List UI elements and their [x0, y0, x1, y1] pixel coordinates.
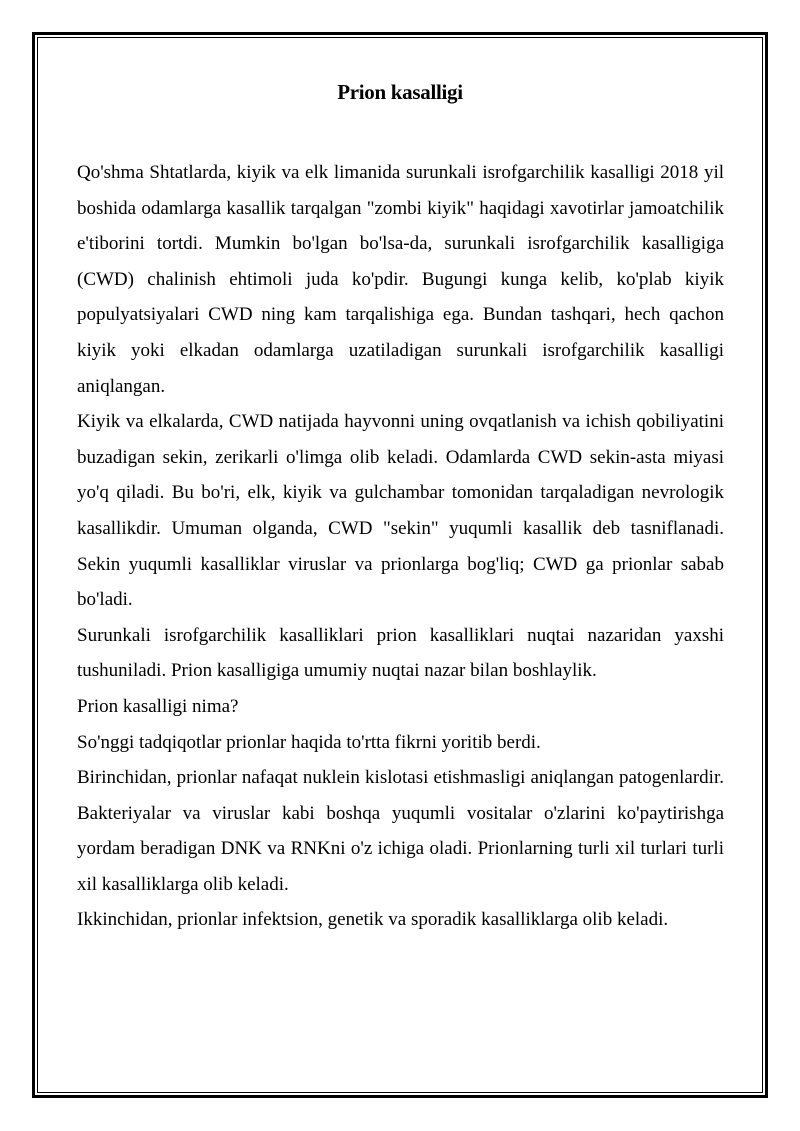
paragraph-question: Prion kasalligi nima? [77, 695, 239, 717]
paragraph-intro: Qo'shma Shtatlarda, kiyik va elk limanida surunkali isrofgarchilik kasalligi 2018 yil boshida odamlarga kasallik tarqalgan "zombi kiyik" haqidagi xavotirlar jamoatchilik e'tiborini tortdi. Mumkin bo'lgan bo'lsa-da, surunkali isrofgarchilik kasalligiga (CWD) chalinish ehtimoli juda ko'pdir. Bugungi kunga kelib, ko'plab kiyik populyatsiyalari CWD ning kam tarqalishiga ega. Bundan tashqari, hech qachon kiyik yoki elkadan odamlarga uzatiladigan surunkali isrofgarchilik kasalligi aniqlangan. [77, 162, 724, 397]
document-title: Prion kasalligi [337, 80, 463, 104]
document-body [77, 155, 724, 938]
paragraph-first-point: Birinchidan, prionlar nafaqat nuklein kislotasi etishmasligi aniqlangan patogenlardir. Bakteriyalar va viruslar kabi boshqa yuqumli vositalar o'zlarini ko'paytirishga yordam beradigan DNK va RNKni o'z ichiga oladi. Prionlarning turli xil turlari turli xil kasalliklarga olib keladi. [77, 767, 724, 895]
paragraph-prion-overview: Surunkali isrofgarchilik kasalliklari prion kasalliklari nuqtai nazaridan yaxshi tushuniladi. Prion kasalligiga umumiy nuqtai nazar bilan boshlaylik. [77, 624, 724, 682]
paragraph-research: So'nggi tadqiqotlar prionlar haqida to'rtta fikrni yoritib berdi. [77, 731, 541, 753]
paragraph-second-point: Ikkinchidan, prionlar infektsion, genetik va sporadik kasalliklarga olib keladi. [77, 909, 669, 931]
paragraph-cwd-effects: Kiyik va elkalarda, CWD natijada hayvonni uning ovqatlanish va ichish qobiliyatini buzadigan sekin, zerikarli o'limga olib keladi. Odamlarda CWD sekin-asta miyasi yo'q qiladi. Bu bo'ri, elk, kiyik va gulchambar tomonidan tarqaladigan nevrologik kasallikdir. Umuman olganda, CWD "sekin" yuqumli kasallik deb tasniflanadi. Sekin yuqumli kasalliklar viruslar va prionlarga bog'liq; CWD ga prionlar sabab bo'ladi. [77, 411, 724, 611]
